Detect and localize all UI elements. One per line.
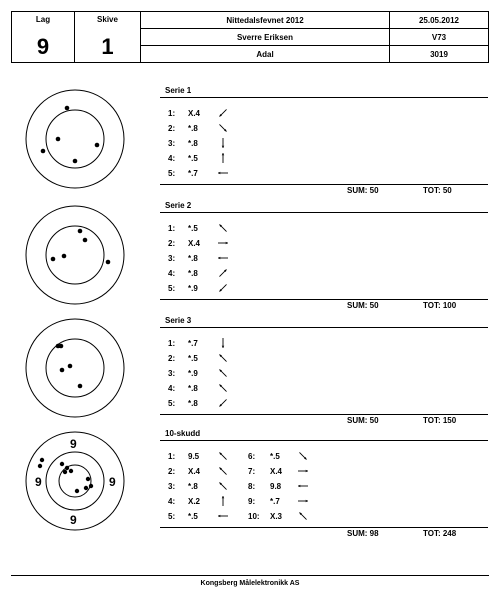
shooter-number: 3019 — [430, 50, 448, 59]
shot-number: 3: — [168, 254, 176, 263]
direction-arrow-icon — [217, 237, 229, 249]
shooter-name: Sverre Eriksen — [141, 29, 390, 46]
direction-arrow-icon — [217, 465, 229, 477]
shot-hole — [62, 254, 67, 259]
shot-hole — [106, 260, 111, 265]
direction-arrow-icon — [217, 480, 229, 492]
series-block — [160, 429, 488, 539]
event-name: Nittedalsfevnet 2012 — [141, 12, 390, 29]
shot-hole — [41, 149, 46, 154]
shot-value: *.7 — [188, 339, 198, 348]
shot-hole — [95, 143, 100, 148]
footer-divider — [11, 575, 489, 576]
shot-value: *.8 — [188, 254, 198, 263]
shot-number: 1: — [168, 224, 176, 233]
shot-value: X.4 — [188, 109, 201, 118]
target-serie-3 — [25, 318, 125, 418]
shot-number: 1: — [168, 339, 176, 348]
target-serie-2 — [25, 205, 125, 305]
shot-value: *.8 — [188, 139, 198, 148]
shot-value: *.9 — [188, 369, 198, 378]
direction-arrow-icon — [217, 450, 229, 462]
shot-hole — [63, 470, 67, 474]
shot-number: 4: — [168, 497, 176, 506]
shot-hole — [73, 159, 78, 164]
shot-hole — [51, 257, 56, 262]
event-date: 25.05.2012 — [390, 12, 488, 29]
direction-arrow-icon — [217, 267, 229, 279]
lag-cell — [12, 12, 75, 62]
shot-number: 5: — [168, 284, 176, 293]
shot-hole — [78, 229, 83, 234]
series-top-rule — [160, 97, 488, 98]
skive-label: Skive — [97, 15, 118, 24]
shot-number: 2: — [168, 354, 176, 363]
shot-hole — [83, 238, 88, 243]
direction-arrow-icon — [297, 510, 309, 522]
series-total: TOT: 150 — [423, 416, 457, 425]
shot-number: 4: — [168, 154, 176, 163]
shot-hole — [60, 462, 64, 466]
shot-value: *.9 — [188, 284, 198, 293]
direction-arrow-icon — [217, 495, 229, 507]
shot-hole — [60, 368, 65, 373]
direction-arrow-icon — [217, 282, 229, 294]
shooter-club: Adal — [141, 46, 390, 63]
series-block — [160, 316, 488, 426]
direction-arrow-icon — [217, 510, 229, 522]
series-top-rule — [160, 440, 488, 441]
direction-arrow-icon — [297, 450, 309, 462]
direction-arrow-icon — [217, 382, 229, 394]
series-sum: SUM: 50 — [347, 301, 379, 310]
shot-hole — [40, 458, 44, 462]
target-serie-1 — [25, 89, 125, 189]
shot-value: 9.8 — [270, 482, 282, 491]
shot-number: 3: — [168, 369, 176, 378]
shot-value: *.5 — [188, 354, 198, 363]
footer-text: Kongsberg Målelektronikk AS — [200, 580, 300, 587]
shot-number: 1: — [168, 109, 176, 118]
series-title: Serie 2 — [165, 201, 192, 210]
series-top-rule — [160, 212, 488, 213]
series-bottom-rule — [160, 414, 488, 415]
shot-number: 3: — [168, 139, 176, 148]
shot-number: 5: — [168, 399, 176, 408]
direction-arrow-icon — [297, 465, 309, 477]
shot-hole — [75, 489, 79, 493]
shot-number: 2: — [168, 239, 176, 248]
shot-hole — [65, 106, 70, 111]
shot-hole — [59, 344, 64, 349]
series-total: TOT: 248 — [423, 529, 457, 538]
shot-value: X.4 — [188, 467, 201, 476]
direction-arrow-icon — [297, 495, 309, 507]
shot-number: 2: — [168, 467, 176, 476]
direction-arrow-icon — [217, 107, 229, 119]
direction-arrow-icon — [217, 167, 229, 179]
shot-number: 5: — [168, 512, 176, 521]
shot-value: 9.5 — [188, 452, 200, 461]
shot-number: 2: — [168, 124, 176, 133]
shot-value: *.8 — [188, 384, 198, 393]
shot-number: 6: — [248, 452, 256, 461]
shot-number: 10: — [248, 512, 260, 521]
series-sum: SUM: 50 — [347, 416, 379, 425]
series-title: Serie 1 — [165, 86, 192, 95]
shot-value: *.8 — [188, 399, 198, 408]
direction-arrow-icon — [217, 337, 229, 349]
shot-value: *.7 — [188, 169, 198, 178]
shot-hole — [65, 466, 69, 470]
shot-number: 7: — [248, 467, 256, 476]
shot-value: *.5 — [188, 224, 198, 233]
shot-hole — [38, 464, 42, 468]
shot-number: 1: — [168, 452, 176, 461]
ring-label-top: 9 — [70, 437, 77, 451]
shot-value: X.4 — [270, 467, 283, 476]
shot-value: *.8 — [188, 269, 198, 278]
series-bottom-rule — [160, 527, 488, 528]
shot-hole — [69, 469, 73, 473]
series-title: 10-skudd — [165, 429, 201, 438]
series-bottom-rule — [160, 184, 488, 185]
shot-number: 3: — [168, 482, 176, 491]
shot-value: X.3 — [270, 512, 283, 521]
series-total: TOT: 50 — [423, 186, 452, 195]
direction-arrow-icon — [297, 480, 309, 492]
direction-arrow-icon — [217, 222, 229, 234]
ring-label-right: 9 — [109, 475, 116, 489]
shot-value: *.8 — [188, 124, 198, 133]
lag-label: Lag — [35, 15, 51, 24]
shot-hole — [84, 486, 88, 490]
shot-hole — [86, 477, 90, 481]
shooter-class: V73 — [390, 29, 488, 46]
skive-value: 1 — [101, 34, 114, 59]
shot-number: 4: — [168, 269, 176, 278]
series-sum: SUM: 98 — [347, 529, 379, 538]
shot-number: 5: — [168, 169, 176, 178]
series-top-rule — [160, 327, 488, 328]
direction-arrow-icon — [217, 252, 229, 264]
shot-number: 9: — [248, 497, 256, 506]
skive-cell — [75, 12, 141, 62]
shot-hole — [78, 384, 83, 389]
lag-value: 9 — [36, 34, 50, 59]
shot-hole — [89, 484, 93, 488]
shot-value: X.2 — [188, 497, 201, 506]
shot-hole — [68, 364, 73, 369]
shot-value: *.5 — [188, 512, 198, 521]
ring-label-left: 9 — [35, 475, 42, 489]
series-block — [160, 201, 488, 311]
ring-label-bottom: 9 — [70, 513, 77, 527]
direction-arrow-icon — [217, 397, 229, 409]
shot-hole — [56, 137, 61, 142]
shot-value: *.8 — [188, 482, 198, 491]
series-total: TOT: 100 — [423, 301, 457, 310]
series-bottom-rule — [160, 299, 488, 300]
shot-value: X.4 — [188, 239, 201, 248]
shot-value: *.5 — [270, 452, 280, 461]
direction-arrow-icon — [217, 137, 229, 149]
direction-arrow-icon — [217, 122, 229, 134]
direction-arrow-icon — [217, 152, 229, 164]
series-sum: SUM: 50 — [347, 186, 379, 195]
header-table — [11, 11, 489, 63]
direction-arrow-icon — [217, 352, 229, 364]
shot-value: *.7 — [270, 497, 280, 506]
series-block — [160, 86, 488, 196]
shot-value: *.5 — [188, 154, 198, 163]
series-title: Serie 3 — [165, 316, 192, 325]
shot-number: 4: — [168, 384, 176, 393]
shot-number: 8: — [248, 482, 256, 491]
direction-arrow-icon — [217, 367, 229, 379]
